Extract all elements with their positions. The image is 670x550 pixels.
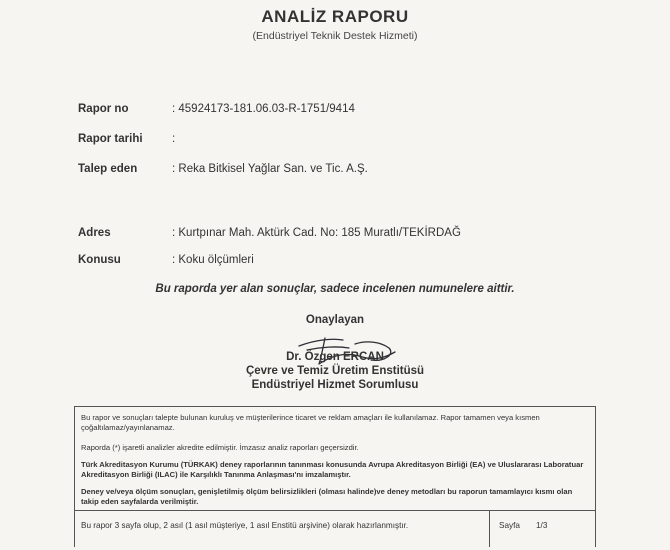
field-value-subject: : Koku ölçümleri (172, 254, 254, 266)
footnote-uncertainty: Deney ve/veya ölçüm sonuçları, genişletilmiş ölçüm belirsizlikleri (olması halinde)ve deney metodları bu raporun tamamlayıcı kısmı olan takip eden sayfalarda verilmiştir. (81, 487, 573, 506)
field-label-address: Adres (78, 227, 111, 239)
report-subtitle: (Endüstriyel Teknik Destek Hizmeti) (252, 30, 418, 42)
footnote-box (74, 406, 596, 547)
footnote-accreditation: Raporda (*) işaretli analizler akredite edilmiştir. İmzasız analiz raporları geçersizdir. (81, 443, 359, 452)
page-number: 1/3 (536, 521, 548, 530)
page-label: Sayfa (499, 521, 520, 530)
report-title: ANALİZ RAPORU (261, 7, 409, 26)
field-value-requester: : Reka Bitkisel Yağlar San. ve Tic. A.Ş. (172, 163, 368, 175)
approver-role: Endüstriyel Hizmet Sorumlusu (251, 379, 419, 391)
approval-heading: Onaylayan (305, 314, 365, 326)
signature-scribble (285, 330, 415, 370)
footnote-turkak: Türk Akreditasyon Kurumu (TÜRKAK) deney raporlarının tanınması konusunda Avrupa Akreditasyon Birliği (EA) ve Uluslararası Laboratuar Akreditasyon Birliği (ILAC) ile Karşılıklı Tanınma Anlaşması'nı imzalamıştır. (81, 460, 584, 479)
field-label-requester: Talep eden (78, 163, 138, 175)
approver-name: Dr. Özgen ERCAN (286, 351, 384, 363)
approver-institute: Çevre ve Temiz Üretim Enstitüsü (245, 365, 425, 377)
footer-divider (75, 510, 595, 511)
field-label-report-date: Rapor tarihi (78, 133, 143, 145)
footer-copies-text: Bu rapor 3 sayfa olup, 2 asıl (1 asıl müşteriye, 1 asıl Enstitü arşivine) olarak hazırlanmıştır. (81, 521, 409, 530)
field-label-report-no: Rapor no (78, 103, 129, 115)
footer-column-divider (489, 510, 490, 547)
field-label-subject: Konusu (78, 254, 121, 266)
field-value-address: : Kurtpınar Mah. Aktürk Cad. No: 185 Muratlı/TEKİRDAĞ (172, 227, 461, 239)
results-notice: Bu raporda yer alan sonuçlar, sadece incelenen numunelere aittir. (155, 283, 515, 295)
footnote-usage: Bu rapor ve sonuçları talepte bulunan kuruluş ve müşterilerince ticaret ve reklam amaçları ile kullanılamaz. Rapor tamamen veya kısmen çoğaltılamaz/yayınlanamaz. (81, 413, 540, 432)
field-value-report-date: : (172, 133, 176, 145)
field-value-report-no: : 45924173-181.06.03-R-1751/9414 (172, 103, 355, 115)
